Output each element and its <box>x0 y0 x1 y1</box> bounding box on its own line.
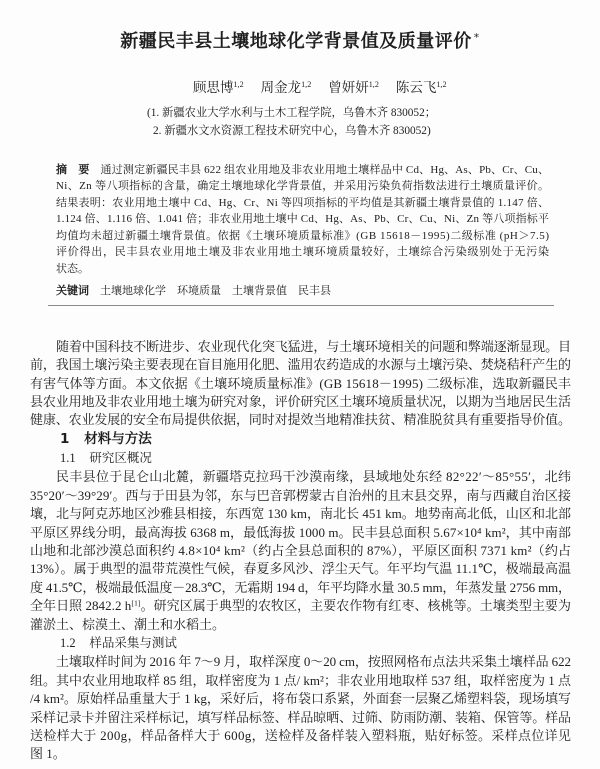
line-text: 。研究区属于典型的农牧区，主要农作物有红枣、核桃等。土壤类型主要为 <box>140 598 572 614</box>
keywords-label: 关键词 <box>56 283 89 297</box>
paragraph-line: 采样记录卡并留注采样标记，填写样品标签、样品晾晒、过筛、防雨防潮、装箱、保管等。样品 <box>30 709 571 725</box>
paragraph-line: 随着中国科技不断进步、农业现代化突飞猛进，与土壤环境相关的问题和弊端逐渐显现。目 <box>56 338 571 354</box>
author <box>193 79 244 97</box>
section-title: 材料与方法 <box>84 431 152 448</box>
keyword: 环境质量 <box>177 284 221 297</box>
abstract-line: 结果表明：农业用地土壤中 Cd、Hg、Cr、Ni 等四项指标的平均值是其新疆土壤背景值的 1.147 倍、 <box>56 196 550 209</box>
abstract-line: Ni、Zn 等八项指标的含量，确定土壤地球化学背景值，并采用污染负荷指数法进行土壤质量评价。 <box>56 180 550 193</box>
keyword: 土壤地球化学 <box>100 284 166 297</box>
subsection-heading <box>60 634 177 652</box>
paragraph-line: 13%）。属于典型的温带荒漠性气候，春夏多风沙、浮尘天气。年平均气温 11.1℃，极端最高温 <box>30 561 572 577</box>
abstract-divider <box>48 305 554 306</box>
author-affiliation-mark: 1,2 <box>368 80 379 90</box>
subsection-heading <box>60 449 152 467</box>
paragraph-line: 组。其中农业用地取样 85 组，取样密度为 1 点/ km²；非农业用地取样 537 组，取样密度为 1 点 <box>30 672 571 688</box>
affiliation-line: (1. 新疆农业大学水利与土木工程学院，乌鲁木齐 830052； <box>147 107 437 119</box>
paragraph-line: 土壤取样时间为 2016 年 7～9 月，取样深度 0～20 cm，按照网格布点法共采集土壤样品 622 <box>56 654 571 670</box>
study-area-paragraph <box>30 468 571 634</box>
author <box>328 79 379 97</box>
abstract-label: 摘 要 <box>56 162 90 176</box>
keywords <box>56 283 549 300</box>
author-affiliation-mark: 1,2 <box>301 80 312 90</box>
paragraph-line: 县农业用地及非农业用地土壤为研究对象，评价研究区土壤环境质量状况，以期为当地居民生活 <box>30 394 571 410</box>
subsection-number: 1.2 <box>60 636 76 651</box>
abstract <box>56 162 549 278</box>
paper-title <box>0 31 600 53</box>
title-footnote-mark: * <box>473 30 480 44</box>
author-list <box>193 79 447 97</box>
paragraph-line: 前，我国土壤污染主要表现在盲目施用化肥、滥用农药造成的水源与土壤污染、焚烧秸秆产生的 <box>30 357 571 373</box>
paragraph-line: 图 1。 <box>30 746 66 762</box>
author-name: 陈云飞 <box>395 80 437 95</box>
citation-mark: [1] <box>131 598 141 608</box>
affiliation-line: 2. 新疆水文水资源工程技术研究中心，乌鲁木齐 830052) <box>153 125 431 137</box>
section-number: 1 <box>60 431 70 448</box>
paragraph-line: 健康、农业发展的安全布局提供依据，同时对提效当地精准扶贫、精准脱贫具有重要指导价值。 <box>30 412 571 428</box>
paragraph-line: 山地和北部沙漠总面积约 4.8×10⁴ km²（约占全县总面积的 87%），平原区面积 7371 km²（约占 <box>30 542 572 558</box>
author <box>261 79 312 97</box>
abstract-line <box>56 162 549 179</box>
paragraph-line: 送检样大于 200g，样品备样大于 600g，送检样及备样装入塑料瓶，贴好标签。采样点位详见 <box>30 727 572 743</box>
affiliations <box>147 104 457 140</box>
subsection-title: 研究区概况 <box>89 451 152 466</box>
author-name: 周金龙 <box>260 80 302 95</box>
subsection-number: 1.1 <box>60 451 76 466</box>
paragraph-line: 35°20′～39°29′。西与于田县为邻，东与巴音郭楞蒙古自治州的且末县交界，南与西藏自治区接 <box>30 487 572 503</box>
paper-title-text: 新疆民丰县土壤地球化学背景值及质量评价 <box>120 31 472 52</box>
author-name: 曾妍妍 <box>328 80 369 95</box>
abstract-line: 1.124 倍、1.116 倍、1.041 倍；非农业用地土壤中 Cd、Hg、As、Pb、Cr、Cu、Ni、Zn 等八项指标平 <box>56 213 550 226</box>
author-affiliation-mark: 1,2 <box>233 80 244 90</box>
abstract-line: 状态。 <box>56 262 89 275</box>
paragraph-line: 民丰县位于昆仑山北麓，新疆塔克拉玛干沙漠南缘，县域地处东经 82°22′～85°55′，北纬 <box>56 469 572 485</box>
paragraph-line: /4 km²。原始样品重量大于 1 kg，采好后，将布袋口系紧，外面套一层聚乙烯塑料袋，现场填写 <box>30 691 571 707</box>
sampling-paragraph <box>30 653 571 763</box>
abstract-line: 评价得出，民丰县农业用地土壤及非农业用地土壤环境质量较好，土壤综合污染级别处于无污染 <box>56 246 550 259</box>
keyword: 土壤背景值 <box>232 284 287 297</box>
paragraph-line: 度 41.5℃，极端最低温度－28.3℃，无霜期 194 d，年平均降水量 30.5 mm，年蒸发量 2756 mm， <box>30 579 571 595</box>
keyword: 民丰县 <box>298 284 331 297</box>
paragraph-line: 平原区界线分明，最高海拔 6368 m，最低海拔 1000 m。民丰县总面积 5.67×10⁴ km²，其中南部 <box>30 524 572 540</box>
abstract-line: 均值均未超过新疆土壤背景值。依据《土壤环境质量标准》(GB 15618－1995)二级标准 (pH＞7.5) <box>56 229 550 242</box>
author-name: 顾思博 <box>193 80 234 95</box>
paragraph-line <box>30 597 571 615</box>
abstract-text: 通过测定新疆民丰县 622 组农业用地及非农业用地土壤样品中 Cd、Hg、As、Pb、Cr、Cu、 <box>100 163 550 176</box>
paragraph-line: 灌淤土、棕漠土、潮土和水稻土。 <box>30 616 226 632</box>
paragraph-line: 有害气体等方面。本文依据《土壤环境质量标准》(GB 15618－1995) 二级标准，选取新疆民丰 <box>30 375 572 391</box>
intro-paragraph <box>30 338 571 430</box>
author <box>396 79 447 97</box>
section-heading <box>60 430 152 448</box>
line-text: 全年日照 2842.2 h <box>30 598 132 614</box>
author-affiliation-mark: 1,2 <box>436 80 447 90</box>
subsection-title: 样品采集与测试 <box>89 636 177 651</box>
paragraph-line: 壤，北与阿克苏地区沙雅县相接，东西宽 130 km，南北长 451 km。地势南高北低，山区和北部 <box>30 506 572 522</box>
